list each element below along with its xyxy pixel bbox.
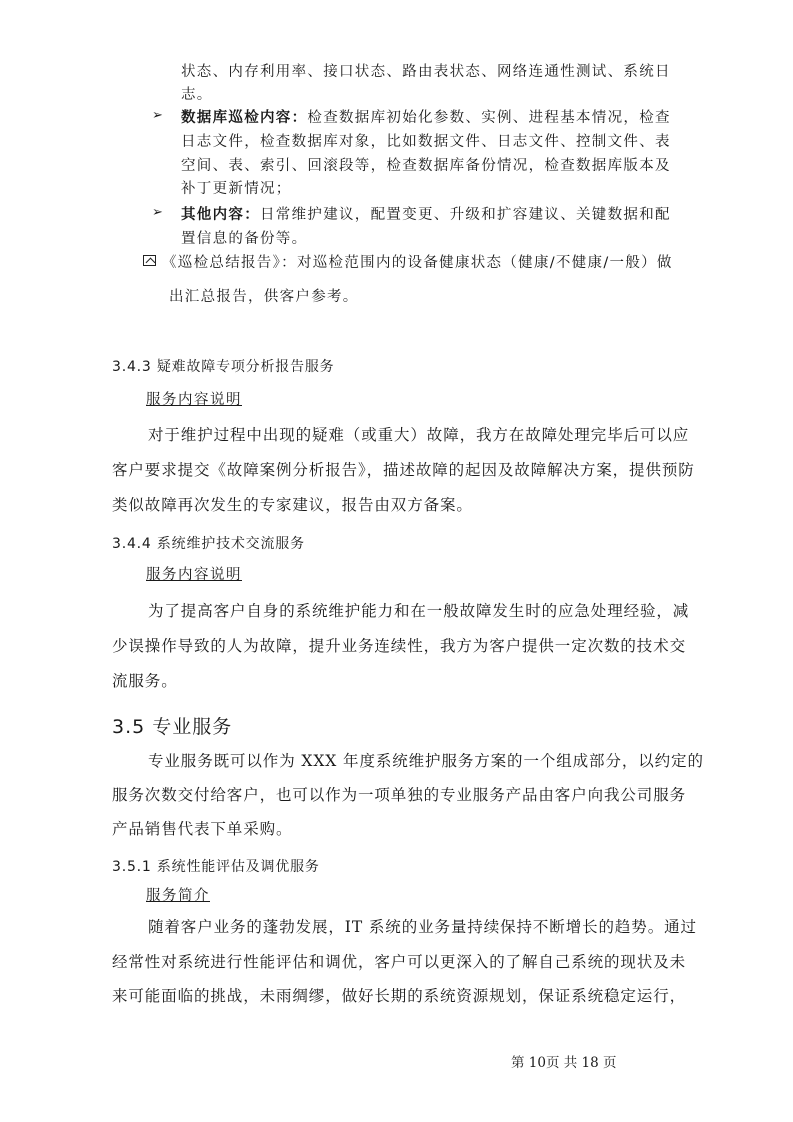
other-content-line2: 置信息的备份等。 [181, 231, 308, 247]
section-3-5-1-para-line2: 经常性对系统进行性能评估和调优，客户可以更深入的了解自己系统的现状及未 [112, 953, 687, 971]
section-3-4-4-para-line3: 流服务。 [112, 672, 178, 690]
section-3-4-4-subheading: 服务内容说明 [146, 567, 242, 583]
section-3-4-3-para-line2: 客户要求提交《故障案例分析报告》，描述故障的起因及故障解决方案，提供预防 [112, 461, 695, 479]
section-3-5-para-line3: 产品销售代表下单采购。 [112, 820, 293, 838]
section-3-4-3-heading: 3.4.3 疑难故障专项分析报告服务 [112, 359, 335, 375]
section-3-4-4-para-line1: 为了提高客户自身的系统维护能力和在一般故障发生时的应急处理经验，减 [148, 602, 690, 620]
section-3-5-1-para-line1: 随着客户业务的蓬勃发展，IT 系统的业务量持续保持不断增长的趋势。通过 [148, 918, 697, 936]
other-content-text: 日常维护建议，配置变更、升级和扩容建议、关键数据和配 [260, 207, 671, 223]
arrow-bullet-icon: ➢ [152, 205, 163, 220]
db-inspection-line3: 空间、表、索引、回滚段等，检查数据库备份情况，检查数据库版本及 [181, 158, 671, 174]
other-content-line1 [181, 203, 671, 224]
summary-report-line2: 出汇总报告，供客户参考。 [169, 289, 359, 305]
section-3-4-3-para-line3: 类似故障再次发生的专家建议，报告由双方备案。 [112, 496, 473, 514]
db-inspection-text: 检查数据库初始化参数、实例、进程基本情况，检查 [307, 110, 671, 126]
section-3-5-heading: 3.5 专业服务 [112, 716, 233, 738]
section-3-4-4-para-line2: 少误操作导致的人为故障，提升业务连续性，我方为客户提供一定次数的技术交 [112, 637, 687, 655]
db-inspection-line4: 补丁更新情况； [181, 181, 292, 197]
db-inspection-line1 [181, 106, 671, 127]
section-3-4-3-subheading: 服务内容说明 [146, 392, 242, 408]
section-3-4-3-para-line1: 对于维护过程中出现的疑难（或重大）故障，我方在故障处理完毕后可以应 [148, 426, 690, 444]
db-inspection-label: 数据库巡检内容： [181, 110, 308, 126]
section-3-5-1-subheading: 服务简介 [146, 888, 210, 904]
db-inspection-line2: 日志文件，检查数据库对象，比如数据文件、日志文件、控制文件、表 [181, 134, 671, 150]
section-3-5-para-line1: 专业服务既可以作为 XXX 年度系统维护服务方案的一个组成部分，以约定的 [148, 752, 704, 770]
checkbox-bullet-icon [143, 255, 156, 266]
other-content-label: 其他内容： [181, 207, 260, 223]
section-3-4-4-heading: 3.4.4 系统维护技术交流服务 [112, 536, 305, 552]
arrow-bullet-icon: ➢ [152, 108, 163, 123]
summary-report-line1: 《巡检总结报告》：对巡检范围内的设备健康状态（健康/不健康/一般）做 [162, 255, 673, 271]
section-3-5-1-para-line3: 来可能面临的挑战，未雨绸缪，做好长期的系统资源规划，保证系统稳定运行， [112, 987, 687, 1005]
section-3-5-1-heading: 3.5.1 系统性能评估及调优服务 [112, 859, 320, 875]
page-number-footer: 第 10页 共 18 页 [511, 1055, 617, 1071]
network-inspection-end: 志。 [181, 87, 213, 103]
section-3-5-para-line2: 服务次数交付给客户，也可以作为一项单独的专业服务产品由客户向我公司服务 [112, 786, 687, 804]
network-inspection-continued: 状态、内存利用率、接口状态、路由表状态、网络连通性测试、系统日 [181, 64, 671, 80]
